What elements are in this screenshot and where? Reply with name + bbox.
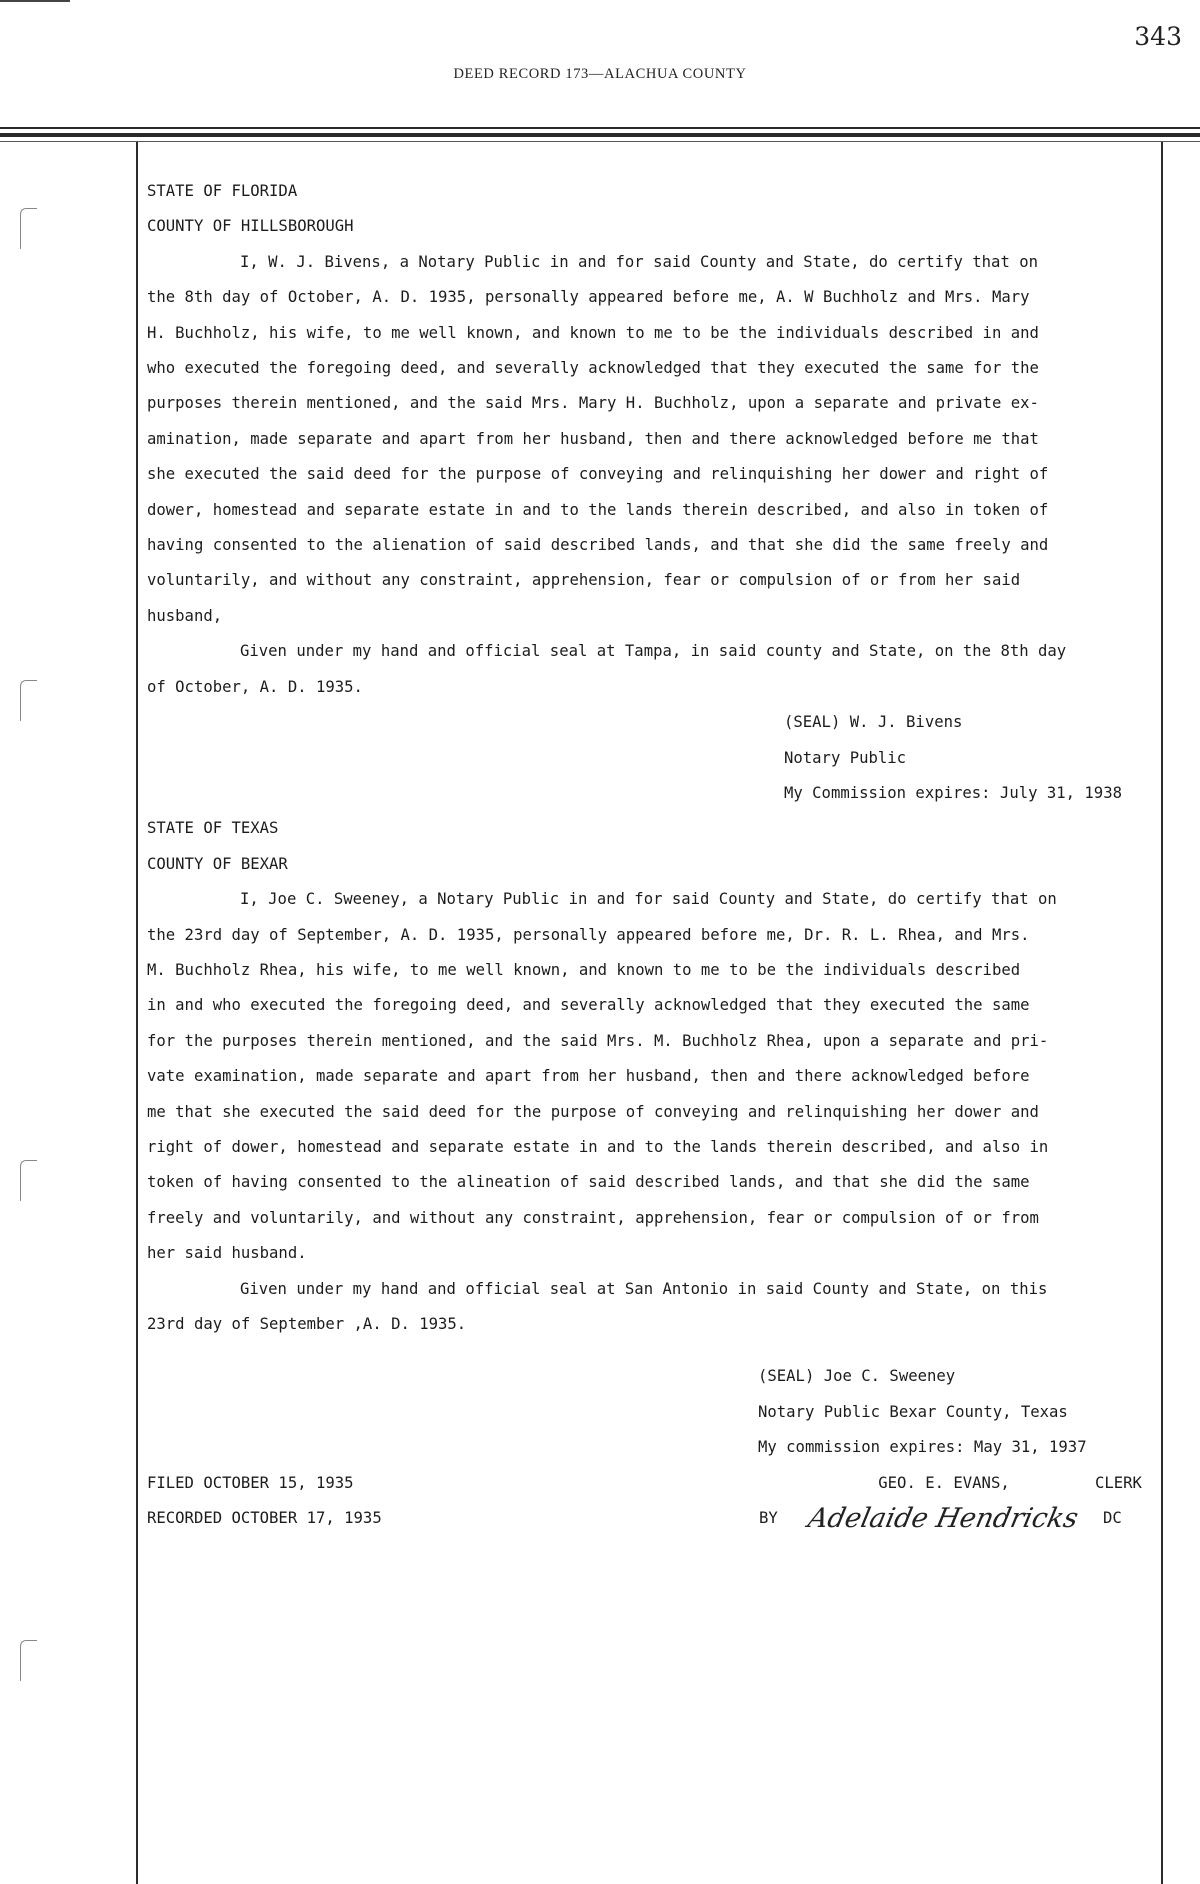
notary-seal-signature: (SEAL) Joe C. Sweeney	[758, 1367, 956, 1386]
text-line: amination, made separate and apart from her husband, then and there acknowledged before me that	[147, 429, 1039, 448]
commission-expiry: My Commission expires: July 31, 1938	[784, 783, 1122, 802]
page-number: 343	[1134, 22, 1182, 51]
binding-mark	[20, 1640, 37, 1681]
binding-mark	[20, 680, 37, 721]
commission-expiry: My commission expires: May 31, 1937	[758, 1438, 1087, 1457]
county-heading: COUNTY OF HILLSBOROUGH	[147, 217, 354, 236]
right-margin-line	[1161, 142, 1163, 1884]
text-line: for the purposes therein mentioned, and the said Mrs. M. Buchholz Rhea, upon a separate and pri-	[147, 1031, 1049, 1050]
header-rule-thick	[0, 133, 1200, 137]
document-body	[147, 174, 1159, 1536]
text-line: who executed the foregoing deed, and severally acknowledged that they executed the same for the	[147, 359, 1039, 378]
binding-mark	[20, 208, 37, 249]
by-label: BY	[759, 1509, 778, 1528]
text-line: having consented to the alienation of said described lands, and that she did the same freely and	[147, 536, 1049, 555]
text-line: M. Buchholz Rhea, his wife, to me well known, and known to me to be the individuals described	[147, 960, 1021, 979]
text-line: purposes therein mentioned, and the said Mrs. Mary H. Buchholz, upon a separate and private ex-	[147, 394, 1039, 413]
filed-date: FILED OCTOBER 15, 1935	[147, 1473, 354, 1492]
header-rule	[0, 127, 1200, 129]
text-line: Given under my hand and official seal at San Antonio in said County and State, on this	[240, 1279, 1048, 1298]
text-line: husband,	[147, 606, 223, 625]
top-edge-mark	[0, 0, 70, 2]
text-line: H. Buchholz, his wife, to me well known, and known to me to be the individuals described in and	[147, 323, 1039, 342]
clerk-name: GEO. E. EVANS,	[878, 1473, 1010, 1492]
text-line: of October, A. D. 1935.	[147, 677, 363, 696]
text-line: dower, homestead and separate estate in and to the lands therein described, and also in token of	[147, 500, 1049, 519]
text-line: I, W. J. Bivens, a Notary Public in and for said County and State, do certify that on	[240, 252, 1038, 271]
clerk-title: CLERK	[1095, 1473, 1142, 1492]
left-margin-line	[136, 142, 138, 1884]
text-line: she executed the said deed for the purpose of conveying and relinquishing her dower and right of	[147, 465, 1049, 484]
text-line: her said husband.	[147, 1244, 307, 1263]
deputy-clerk-line	[759, 1501, 1159, 1536]
notary-title: Notary Public Bexar County, Texas	[758, 1402, 1068, 1421]
handwritten-signature: Adelaide Hendricks	[805, 1502, 1081, 1534]
text-line: in and who executed the foregoing deed, and severally acknowledged that they executed the same	[147, 996, 1030, 1015]
page-header: DEED RECORD 173—ALACHUA COUNTY	[453, 66, 747, 82]
text-line: freely and voluntarily, and without any constraint, apprehension, fear or compulsion of or from	[147, 1208, 1039, 1227]
text-line: 23rd day of September ,A. D. 1935.	[147, 1315, 467, 1333]
notary-title: Notary Public	[784, 748, 907, 767]
filing-footer	[147, 1466, 1159, 1537]
clerk-line	[759, 1466, 1159, 1501]
text-line: vate examination, made separate and apart from her husband, then and there acknowledged before	[147, 1067, 1030, 1086]
binding-mark	[20, 1160, 37, 1201]
text-line: right of dower, homestead and separate estate in and to the lands therein described, and also in	[147, 1137, 1049, 1156]
text-line: me that she executed the said deed for the purpose of conveying and relinquishing her dower and	[147, 1102, 1039, 1121]
state-heading: STATE OF FLORIDA	[147, 182, 298, 200]
text-line: Given under my hand and official seal at Tampa, in said county and State, on the 8th day	[240, 642, 1067, 661]
deputy-clerk-abbrev: DC	[1103, 1509, 1122, 1528]
state-heading: STATE OF TEXAS	[147, 819, 279, 838]
text-line: I, Joe C. Sweeney, a Notary Public in and for said County and State, do certify that on	[240, 890, 1057, 909]
text-line: the 23rd day of September, A. D. 1935, personally appeared before me, Dr. R. L. Rhea, and Mrs.	[147, 925, 1030, 944]
notary-seal-signature: (SEAL) W. J. Bivens	[784, 713, 963, 732]
county-heading: COUNTY OF BEXAR	[147, 854, 288, 873]
recorded-date: RECORDED OCTOBER 17, 1935	[147, 1509, 382, 1528]
text-line: voluntarily, and without any constraint, apprehension, fear or compulsion of or from her said	[147, 571, 1021, 590]
text-line: token of having consented to the alineation of said described lands, and that she did the same	[147, 1173, 1030, 1192]
header-rule-thin	[0, 141, 1200, 142]
text-line: the 8th day of October, A. D. 1935, personally appeared before me, A. W Buchholz and Mrs. Mary	[147, 288, 1030, 307]
